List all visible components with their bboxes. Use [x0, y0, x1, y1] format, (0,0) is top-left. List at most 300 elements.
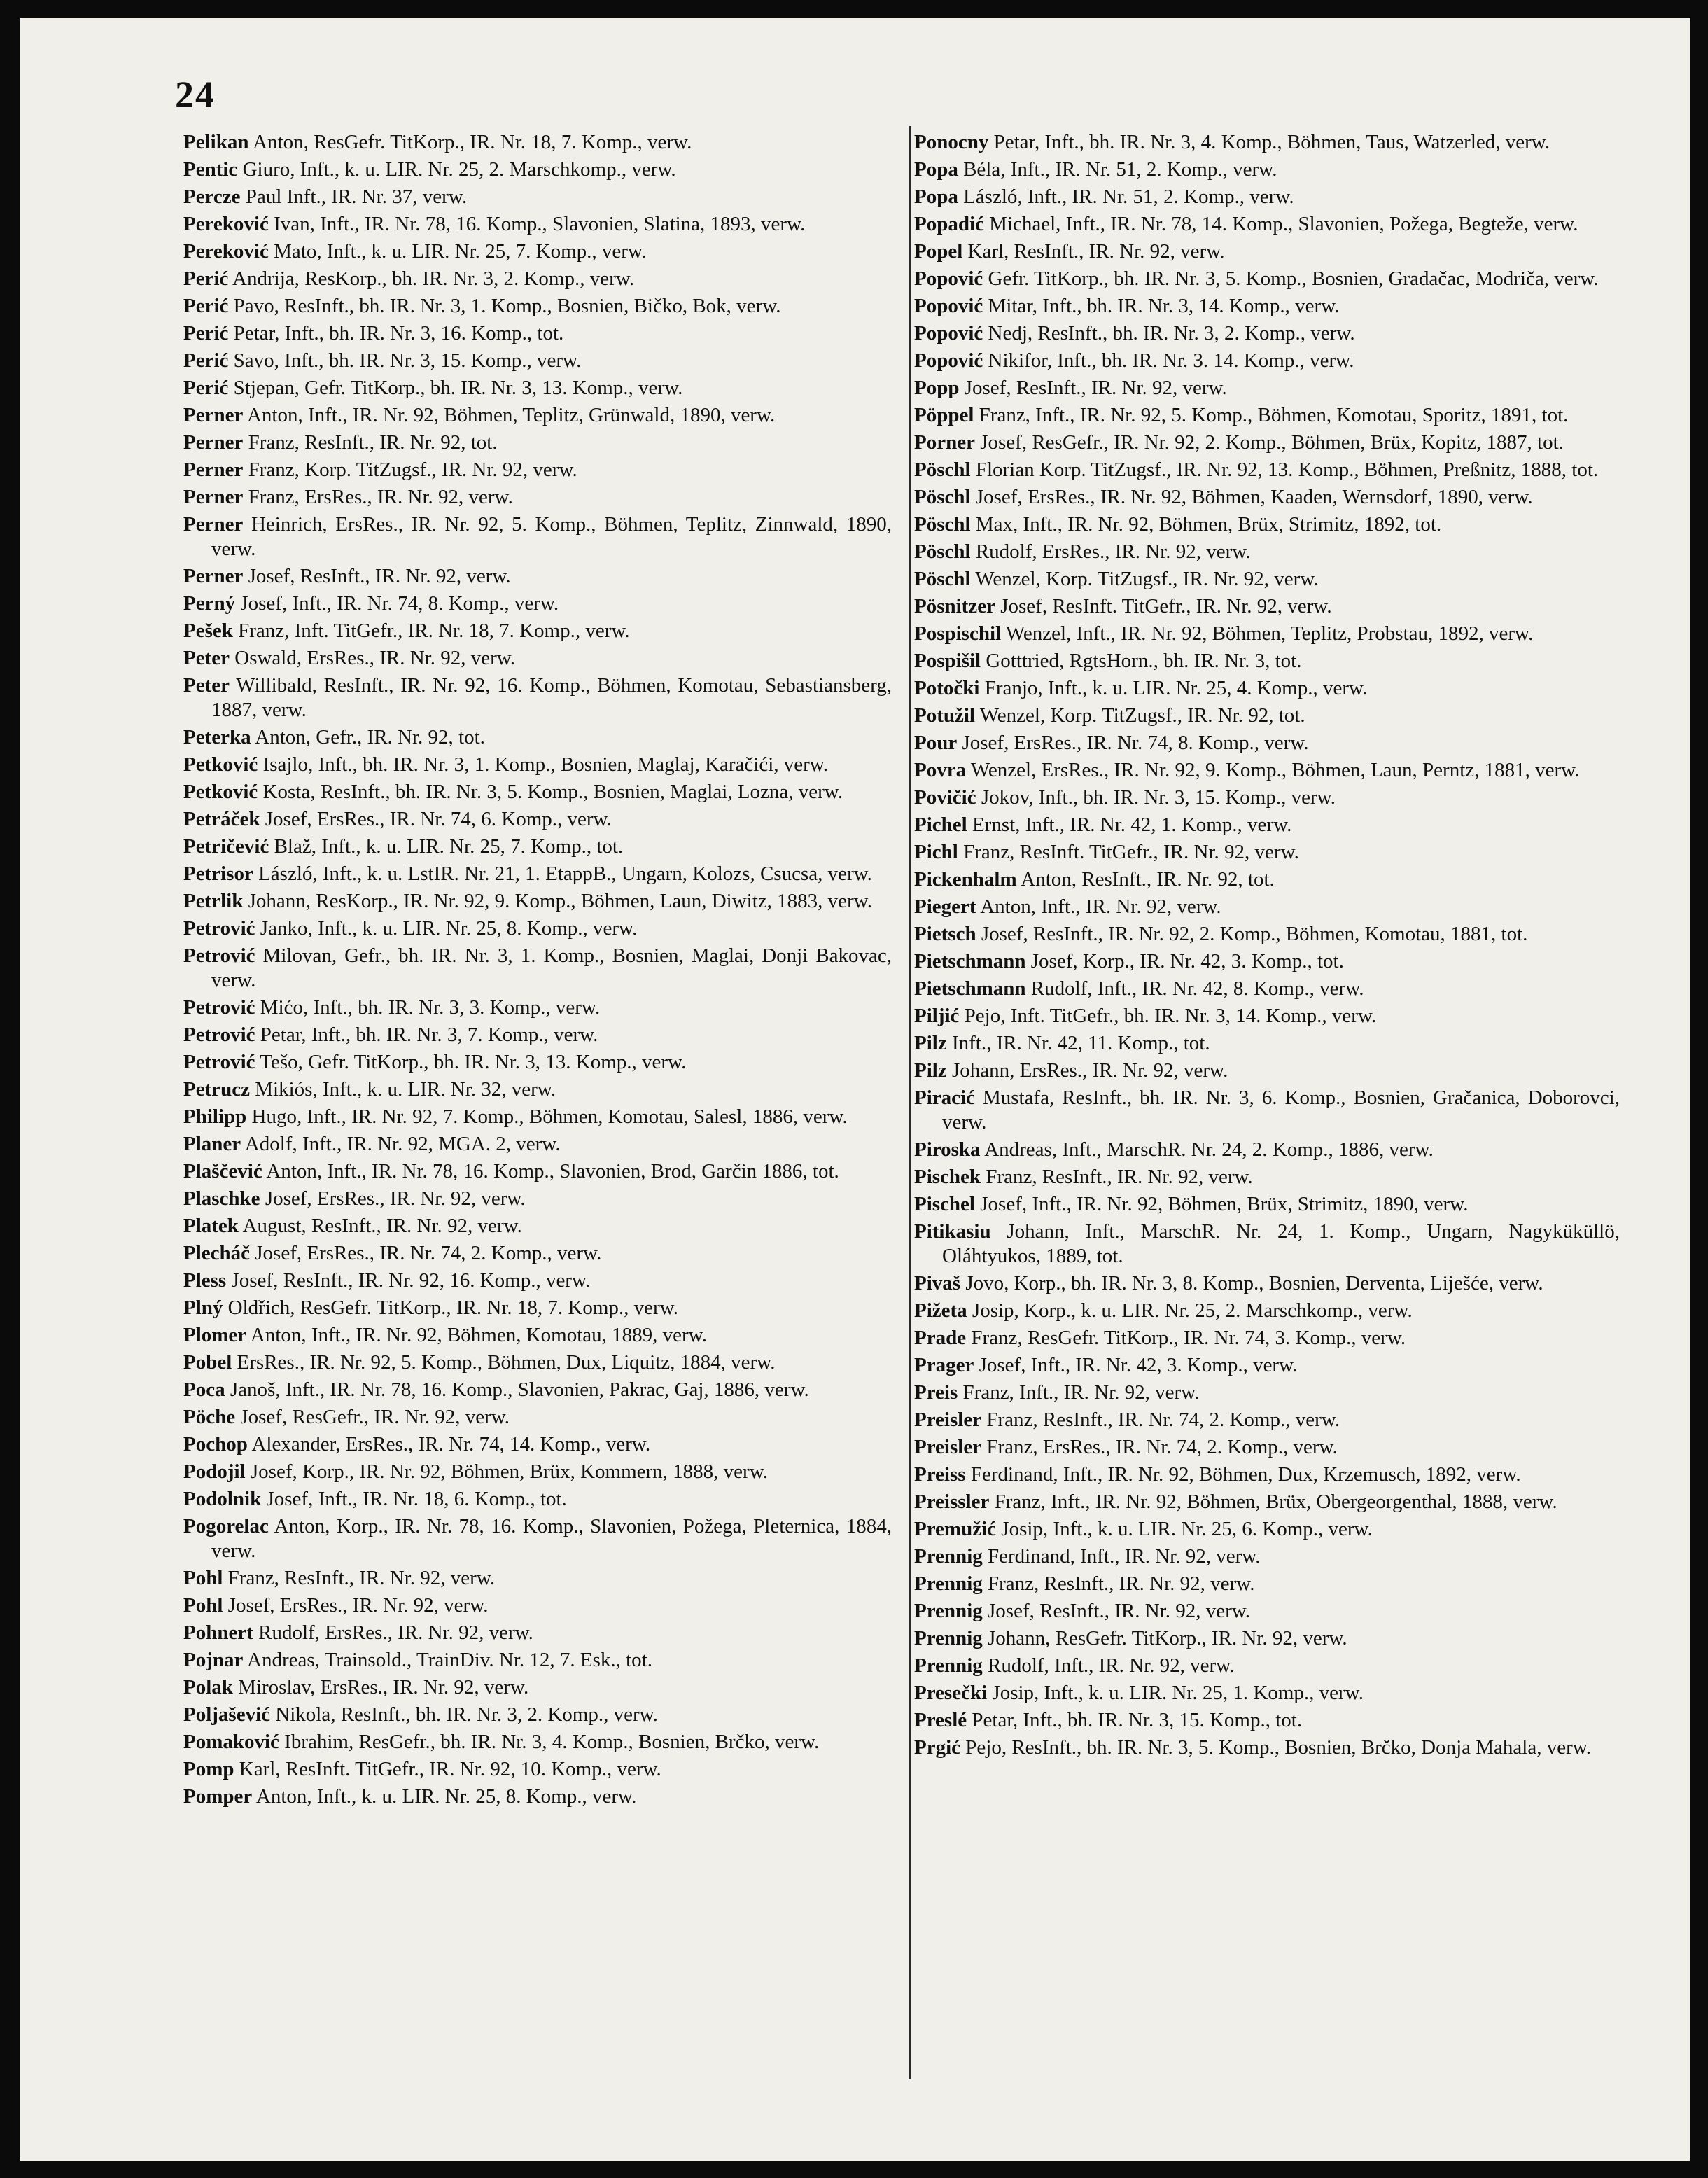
entry-surname: Plaščević: [183, 1160, 262, 1182]
entry-surname: Petrucz: [183, 1078, 250, 1101]
entry-surname: Pohnert: [183, 1621, 253, 1644]
entry-surname: Pohl: [183, 1567, 223, 1589]
entry-surname: Pischel: [914, 1193, 975, 1215]
list-entry: [183, 1050, 892, 1075]
entry-details: Mitar, Inft., bh. IR. Nr. 3, 14. Komp., verw.: [983, 295, 1340, 317]
entry-details: Josef, ResInft., IR. Nr. 92, verw.: [243, 565, 511, 587]
list-entry: [914, 731, 1620, 755]
entry-surname: Plomer: [183, 1324, 247, 1346]
list-entry: [183, 212, 892, 237]
list-entry: [183, 185, 892, 209]
list-entry: [914, 540, 1620, 564]
entry-surname: Pojnar: [183, 1649, 244, 1671]
list-entry: [183, 1105, 892, 1129]
list-entry: [914, 1681, 1620, 1705]
entry-details: Josip, Korp., k. u. LIR. Nr. 25, 2. Marschkomp., verw.: [967, 1299, 1413, 1322]
entry-surname: Preslé: [914, 1709, 967, 1731]
entry-surname: Pöschl: [914, 540, 971, 563]
right-column: [914, 130, 1620, 1763]
list-entry: [183, 1621, 892, 1645]
list-entry: [914, 130, 1620, 155]
entry-details: Miroslav, ErsRes., IR. Nr. 92, verw.: [232, 1676, 529, 1698]
list-entry: [914, 1490, 1620, 1514]
entry-details: Mikiós, Inft., k. u. LIR. Nr. 32, verw.: [250, 1078, 556, 1101]
list-entry: [183, 1730, 892, 1754]
list-entry: [914, 485, 1620, 510]
entry-details: Franz, ResInft., IR. Nr. 74, 2. Komp., verw.: [981, 1409, 1340, 1431]
entry-surname: Pietsch: [914, 923, 976, 945]
entry-details: Wenzel, Korp. TitZugsf., IR. Nr. 92, tot.: [975, 704, 1306, 727]
entry-details: Andreas, Inft., MarschR. Nr. 24, 2. Komp., 1886, verw.: [980, 1138, 1434, 1161]
list-entry: [914, 1626, 1620, 1651]
entry-surname: Petrlik: [183, 890, 244, 912]
entry-surname: Pereković: [183, 213, 269, 235]
entry-details: Anton, Korp., IR. Nr. 78, 16. Komp., Slavonien, Požega, Pleternica, 1884, verw.: [211, 1515, 892, 1562]
entry-surname: Pelikan: [183, 131, 249, 153]
entry-details: Petar, Inft., bh. IR. Nr. 3, 7. Komp., verw.: [255, 1024, 598, 1046]
entry-surname: Pobel: [183, 1351, 232, 1374]
entry-surname: Podolnik: [183, 1488, 262, 1510]
entry-details: Karl, ResInft. TitGefr., IR. Nr. 92, 10. Komp., verw.: [234, 1758, 662, 1780]
entry-details: Giuro, Inft., k. u. LIR. Nr. 25, 2. Marschkomp., verw.: [237, 158, 676, 181]
list-entry: [183, 807, 892, 832]
list-entry: [914, 267, 1620, 291]
entry-details: Franz, Inft., IR. Nr. 92, verw.: [958, 1381, 1200, 1404]
entry-surname: Planer: [183, 1133, 241, 1155]
entry-surname: Prennig: [914, 1545, 983, 1568]
entry-surname: Petrović: [183, 996, 255, 1019]
entry-details: Paul Inft., IR. Nr. 37, verw.: [240, 186, 468, 208]
entry-details: Béla, Inft., IR. Nr. 51, 2. Komp., verw.: [958, 158, 1278, 181]
list-entry: [183, 835, 892, 859]
list-entry: [183, 673, 892, 722]
entry-details: Oswald, ErsRes., IR. Nr. 92, verw.: [230, 647, 516, 669]
list-entry: [914, 458, 1620, 482]
entry-surname: Peter: [183, 674, 230, 697]
entry-surname: Piroska: [914, 1138, 981, 1161]
entry-surname: Pospischil: [914, 622, 1002, 645]
list-entry: [914, 1004, 1620, 1028]
entry-surname: Polak: [183, 1676, 233, 1698]
entry-surname: Perner: [183, 431, 244, 454]
list-entry: [183, 376, 892, 400]
entry-surname: Piegert: [914, 895, 976, 918]
entry-surname: Pohl: [183, 1594, 223, 1617]
entry-surname: Popović: [914, 322, 983, 344]
list-entry: [914, 1599, 1620, 1624]
list-entry: [914, 1031, 1620, 1056]
list-entry: [183, 646, 892, 671]
entry-surname: Petrović: [183, 1024, 255, 1046]
entry-details: Franz, ResInft., IR. Nr. 92, verw.: [981, 1166, 1253, 1188]
list-entry: [914, 212, 1620, 237]
entry-details: Oldřich, ResGefr. TitKorp., IR. Nr. 18, 7. Komp., verw.: [223, 1297, 678, 1319]
entry-details: Gotttried, RgtsHorn., bh. IR. Nr. 3, tot.: [981, 650, 1302, 672]
list-entry: [183, 1350, 892, 1375]
list-entry: [914, 1086, 1620, 1135]
entry-surname: Pöschl: [914, 568, 971, 590]
entry-surname: Popa: [914, 186, 958, 208]
entry-surname: Poca: [183, 1378, 225, 1401]
list-entry: [914, 403, 1620, 428]
entry-details: Ibrahim, ResGefr., bh. IR. Nr. 3, 4. Komp., Bosnien, Brčko, verw.: [279, 1731, 820, 1753]
entry-details: Nikola, ResInft., bh. IR. Nr. 3, 2. Komp., verw.: [270, 1703, 658, 1726]
entry-surname: Popović: [914, 295, 983, 317]
entry-surname: Pilz: [914, 1059, 947, 1082]
entry-surname: Perner: [183, 404, 244, 426]
entry-surname: Pietschmann: [914, 950, 1026, 972]
list-entry: [914, 239, 1620, 264]
list-entry: [914, 922, 1620, 947]
entry-surname: Popović: [914, 267, 983, 290]
list-entry: [183, 1323, 892, 1348]
entry-surname: Perner: [183, 486, 244, 508]
entry-details: Savo, Inft., bh. IR. Nr. 3, 15. Komp., verw.: [228, 349, 582, 372]
list-entry: [183, 889, 892, 914]
entry-details: Josef, ErsRes., IR. Nr. 74, 2. Komp., verw.: [250, 1242, 602, 1264]
entry-details: Nedj, ResInft., bh. IR. Nr. 3, 2. Komp., verw.: [983, 322, 1355, 344]
list-entry: [914, 594, 1620, 619]
entry-details: Pejo, Inft. TitGefr., bh. IR. Nr. 3, 14. Komp., verw.: [959, 1005, 1377, 1027]
list-entry: [914, 1165, 1620, 1189]
entry-surname: Preis: [914, 1381, 958, 1404]
entry-surname: Perić: [183, 349, 229, 372]
entry-details: Josef, Inft., IR. Nr. 42, 3. Komp., verw.: [974, 1354, 1298, 1376]
entry-surname: Popel: [914, 240, 963, 263]
entry-surname: Petráček: [183, 808, 260, 830]
entry-details: Johann, ResGefr. TitKorp., IR. Nr. 92, verw.: [982, 1627, 1348, 1649]
list-entry: [914, 867, 1620, 892]
list-entry: [914, 185, 1620, 209]
entry-details: Hugo, Inft., IR. Nr. 92, 7. Komp., Böhmen, Komotau, Salesl, 1886, verw.: [246, 1105, 848, 1128]
list-entry: [183, 1405, 892, 1430]
entry-surname: Petrisor: [183, 863, 253, 885]
entry-details: Josef, ErsRes., IR. Nr. 92, verw.: [223, 1594, 489, 1617]
list-entry: [183, 349, 892, 373]
entry-surname: Pöche: [183, 1406, 236, 1428]
list-entry: [914, 622, 1620, 646]
entry-details: Rudolf, Inft., IR. Nr. 42, 8. Komp., verw.: [1026, 977, 1364, 1000]
list-entry: [183, 458, 892, 482]
entry-details: Josip, Inft., k. u. LIR. Nr. 25, 1. Komp., verw.: [987, 1682, 1364, 1704]
entry-surname: Popović: [914, 349, 983, 372]
entry-surname: Pivaš: [914, 1272, 961, 1294]
entry-surname: Povra: [914, 759, 967, 781]
entry-details: Janko, Inft., k. u. LIR. Nr. 25, 8. Komp., verw.: [255, 917, 638, 940]
list-entry: [183, 1296, 892, 1320]
entry-details: Wenzel, Korp. TitZugsf., IR. Nr. 92, verw.: [970, 568, 1319, 590]
scan-border-left: [0, 0, 20, 2178]
entry-surname: Perić: [183, 267, 229, 290]
entry-details: Franz, ResGefr. TitKorp., IR. Nr. 74, 3. Komp., verw.: [966, 1327, 1406, 1349]
entry-details: Josef, ResInft., IR. Nr. 92, 2. Komp., Böhmen, Komotau, 1881, tot.: [976, 923, 1528, 945]
list-entry: [914, 1220, 1620, 1269]
list-entry: [183, 916, 892, 941]
entry-surname: Poljašević: [183, 1703, 271, 1726]
entry-details: Wenzel, ErsRes., IR. Nr. 92, 9. Komp., Böhmen, Laun, Perntz, 1881, verw.: [966, 759, 1580, 781]
list-entry: [183, 321, 892, 346]
entry-surname: Povičić: [914, 786, 976, 809]
entry-surname: Pietschmann: [914, 977, 1026, 1000]
entry-surname: Perić: [183, 295, 229, 317]
list-entry: [183, 130, 892, 155]
entry-surname: Piracić: [914, 1087, 975, 1109]
list-entry: [914, 1435, 1620, 1460]
list-entry: [183, 862, 892, 886]
list-entry: [914, 1138, 1620, 1162]
entry-details: László, Inft., k. u. LstIR. Nr. 21, 1. EtappB., Ungarn, Kolozs, Csucsa, verw.: [253, 863, 872, 885]
list-entry: [914, 895, 1620, 919]
list-entry: [914, 321, 1620, 346]
list-entry: [183, 1214, 892, 1238]
entry-surname: Prade: [914, 1327, 967, 1349]
left-column: [183, 130, 892, 1812]
entry-surname: Prennig: [914, 1627, 983, 1649]
entry-details: Janoš, Inft., IR. Nr. 78, 16. Komp., Slavonien, Pakrac, Gaj, 1886, verw.: [225, 1378, 809, 1401]
entry-surname: Popa: [914, 158, 958, 181]
entry-details: Andreas, Trainsold., TrainDiv. Nr. 12, 7. Esk., tot.: [243, 1649, 652, 1671]
entry-details: Kosta, ResInft., bh. IR. Nr. 3, 5. Komp., Bosnien, Maglai, Lozna, verw.: [258, 781, 844, 803]
list-entry: [914, 294, 1620, 319]
entry-details: Petar, Inft., bh. IR. Nr. 3, 15. Komp., tot.: [967, 1709, 1303, 1731]
entry-surname: Petrović: [183, 917, 255, 940]
entry-details: Anton, ResGefr. TitKorp., IR. Nr. 18, 7. Komp., verw.: [248, 131, 692, 153]
entry-surname: Pöschl: [914, 486, 971, 508]
list-entry: [183, 1703, 892, 1727]
entry-surname: Pöschl: [914, 513, 971, 536]
entry-details: Mustafa, ResInft., bh. IR. Nr. 3, 6. Komp., Bosnien, Gračanica, Doborovci, verw.: [942, 1087, 1620, 1133]
entry-surname: Pless: [183, 1269, 227, 1292]
entry-surname: Pešek: [183, 620, 233, 642]
entry-details: Franz, ErsRes., IR. Nr. 92, verw.: [243, 486, 513, 508]
list-entry: [914, 567, 1620, 592]
entry-surname: Popp: [914, 377, 960, 399]
entry-surname: Pomaković: [183, 1731, 279, 1753]
list-entry: [183, 1487, 892, 1512]
entry-details: Josef, Korp., IR. Nr. 92, Böhmen, Brüx, Kommern, 1888, verw.: [245, 1460, 769, 1483]
list-entry: [914, 758, 1620, 783]
entry-details: Franz, ResInft., IR. Nr. 92, verw.: [982, 1572, 1255, 1595]
entry-details: Josef, ErsRes., IR. Nr. 74, 6. Komp., verw.: [260, 808, 612, 830]
entry-surname: Preisler: [914, 1409, 982, 1431]
entry-details: László, Inft., IR. Nr. 51, 2. Komp., verw.: [958, 186, 1294, 208]
entry-details: Johann, ResKorp., IR. Nr. 92, 9. Komp., Böhmen, Laun, Diwitz, 1883, verw.: [243, 890, 872, 912]
entry-details: Franz, ResInft., IR. Nr. 92, verw.: [223, 1567, 496, 1589]
list-entry: [914, 1408, 1620, 1432]
list-entry: [183, 1159, 892, 1184]
entry-surname: Ponocny: [914, 131, 989, 153]
list-entry: [914, 1463, 1620, 1487]
list-entry: [183, 294, 892, 319]
list-entry: [183, 944, 892, 993]
entry-surname: Plaschke: [183, 1187, 260, 1210]
entry-surname: Pomp: [183, 1758, 234, 1780]
list-entry: [914, 1572, 1620, 1596]
list-entry: [914, 1654, 1620, 1678]
list-entry: [914, 786, 1620, 810]
entry-details: Anton, Inft., k. u. LIR. Nr. 25, 8. Komp., verw.: [252, 1785, 637, 1808]
entry-surname: Pentic: [183, 158, 238, 181]
entry-details: Johann, Inft., MarschR. Nr. 24, 1. Komp., Ungarn, Nagyküküllö, Oláhtyukos, 1889, tot.: [942, 1220, 1620, 1267]
entry-details: Willibald, ResInft., IR. Nr. 92, 16. Komp., Böhmen, Komotau, Sebastiansberg, 1887, verw.: [211, 674, 892, 721]
entry-surname: Prennig: [914, 1600, 983, 1622]
list-entry: [183, 1593, 892, 1618]
entry-details: Rudolf, ErsRes., IR. Nr. 92, verw.: [970, 540, 1251, 563]
entry-surname: Pižeta: [914, 1299, 967, 1322]
entry-details: Franz, ErsRes., IR. Nr. 74, 2. Komp., verw.: [981, 1436, 1338, 1458]
entry-details: Rudolf, ErsRes., IR. Nr. 92, verw.: [253, 1621, 533, 1644]
entry-surname: Perner: [183, 513, 244, 536]
entry-details: Ferdinand, Inft., IR. Nr. 92, verw.: [982, 1545, 1261, 1568]
entry-surname: Percze: [183, 186, 241, 208]
entry-details: Andrija, ResKorp., bh. IR. Nr. 3, 2. Komp., verw.: [228, 267, 635, 290]
entry-surname: Perić: [183, 322, 229, 344]
entry-surname: Premužić: [914, 1518, 997, 1540]
list-entry: [183, 512, 892, 561]
list-entry: [183, 1785, 892, 1809]
list-entry: [183, 1675, 892, 1700]
entry-details: Karl, ResInft., IR. Nr. 92, verw.: [962, 240, 1225, 263]
list-entry: [183, 564, 892, 589]
entry-details: August, ResInft., IR. Nr. 92, verw.: [238, 1215, 522, 1237]
entry-details: Florian Korp. TitZugsf., IR. Nr. 92, 13. Komp., Böhmen, Preßnitz, 1888, tot.: [970, 459, 1599, 481]
entry-surname: Pöschl: [914, 459, 971, 481]
list-entry: [183, 1077, 892, 1102]
entry-surname: Petković: [183, 753, 258, 776]
entry-surname: Pöppel: [914, 404, 974, 426]
entry-surname: Pomper: [183, 1785, 253, 1808]
entry-surname: Petričević: [183, 835, 270, 858]
entry-surname: Pour: [914, 732, 958, 754]
column-divider: [909, 126, 911, 2079]
entry-surname: Petrović: [183, 1051, 255, 1073]
entry-surname: Pilz: [914, 1032, 947, 1054]
list-entry: [914, 1353, 1620, 1378]
list-entry: [183, 1023, 892, 1047]
entry-details: Ferdinand, Inft., IR. Nr. 92, Böhmen, Dux, Krzemusch, 1892, verw.: [965, 1463, 1521, 1486]
entry-surname: Pogorelac: [183, 1515, 269, 1537]
entry-details: Rudolf, Inft., IR. Nr. 92, verw.: [982, 1654, 1235, 1677]
list-entry: [914, 1544, 1620, 1569]
list-entry: [914, 1736, 1620, 1760]
entry-surname: Plecháč: [183, 1242, 251, 1264]
entry-surname: Pospišil: [914, 650, 981, 672]
entry-details: Johann, ErsRes., IR. Nr. 92, verw.: [946, 1059, 1228, 1082]
list-entry: [914, 1326, 1620, 1350]
entry-surname: Prennig: [914, 1654, 983, 1677]
entry-surname: Petković: [183, 781, 258, 803]
entry-surname: Prager: [914, 1354, 974, 1376]
list-entry: [914, 1059, 1620, 1083]
list-entry: [914, 1192, 1620, 1217]
list-entry: [183, 403, 892, 428]
list-entry: [914, 1708, 1620, 1733]
entry-details: Stjepan, Gefr. TitKorp., bh. IR. Nr. 3, 13. Komp., verw.: [228, 377, 683, 399]
entry-details: Jokov, Inft., bh. IR. Nr. 3, 15. Komp., verw.: [976, 786, 1336, 809]
entry-surname: Preiss: [914, 1463, 966, 1486]
entry-details: Mato, Inft., k. u. LIR. Nr. 25, 7. Komp., verw.: [268, 240, 647, 263]
list-entry: [914, 813, 1620, 837]
list-entry: [183, 431, 892, 455]
list-entry: [183, 1514, 892, 1563]
entry-details: Heinrich, ErsRes., IR. Nr. 92, 5. Komp., Böhmen, Teplitz, Zinnwald, 1890, verw.: [211, 513, 892, 560]
scan-border-bottom: [0, 2161, 1708, 2178]
entry-surname: Peter: [183, 647, 230, 669]
entry-details: Anton, Gefr., IR. Nr. 92, tot.: [251, 726, 485, 748]
entry-details: Inft., IR. Nr. 42, 11. Komp., tot.: [946, 1032, 1210, 1054]
entry-details: Josef, ResGefr., IR. Nr. 92, 2. Komp., Böhmen, Brüx, Kopitz, 1887, tot.: [974, 431, 1564, 454]
entry-surname: Potužil: [914, 704, 975, 727]
list-entry: [914, 512, 1620, 537]
list-entry: [183, 1269, 892, 1293]
entry-surname: Peterka: [183, 726, 251, 748]
list-entry: [183, 619, 892, 643]
entry-details: Gefr. TitKorp., bh. IR. Nr. 3, 5. Komp., Bosnien, Gradačac, Modriča, verw.: [983, 267, 1599, 290]
list-entry: [914, 1299, 1620, 1323]
entry-surname: Perner: [183, 565, 244, 587]
entry-details: Ernst, Inft., IR. Nr. 42, 1. Komp., verw.: [967, 814, 1292, 836]
entry-details: Petar, Inft., bh. IR. Nr. 3, 16. Komp., tot.: [228, 322, 564, 344]
list-entry: [183, 996, 892, 1020]
entry-surname: Podojil: [183, 1460, 246, 1483]
entry-details: Anton, Inft., IR. Nr. 92, Böhmen, Teplitz, Grünwald, 1890, verw.: [243, 404, 776, 426]
entry-details: Wenzel, Inft., IR. Nr. 92, Böhmen, Teplitz, Probstau, 1892, verw.: [1001, 622, 1534, 645]
list-entry: [914, 431, 1620, 455]
list-entry: [914, 676, 1620, 701]
entry-details: Josef, Inft., IR. Nr. 92, Böhmen, Brüx, Strimitz, 1890, verw.: [975, 1193, 1469, 1215]
entry-surname: Petrović: [183, 944, 255, 967]
list-entry: [183, 780, 892, 804]
entry-details: Franz, Inft., IR. Nr. 92, Böhmen, Brüx, Obergeorgenthal, 1888, verw.: [989, 1491, 1558, 1513]
entry-details: Anton, ResInft., IR. Nr. 92, tot.: [1016, 868, 1275, 891]
entry-details: Josip, Inft., k. u. LIR. Nr. 25, 6. Komp., verw.: [996, 1518, 1373, 1540]
entry-surname: Pichel: [914, 814, 967, 836]
entry-details: Anton, Inft., IR. Nr. 78, 16. Komp., Slavonien, Brod, Garčin 1886, tot.: [262, 1160, 839, 1182]
entry-surname: Preissler: [914, 1491, 990, 1513]
entry-details: Jovo, Korp., bh. IR. Nr. 3, 8. Komp., Bosnien, Derventa, Liješće, verw.: [960, 1272, 1544, 1294]
list-entry: [183, 1757, 892, 1782]
scan-border-right: [1690, 0, 1708, 2178]
list-entry: [183, 1378, 892, 1402]
entry-details: Josef, ErsRes., IR. Nr. 74, 8. Komp., verw.: [957, 732, 1309, 754]
entry-surname: Prgić: [914, 1736, 961, 1759]
entry-surname: Pickenhalm: [914, 868, 1017, 891]
entry-details: Ivan, Inft., IR. Nr. 78, 16. Komp., Slavonien, Slatina, 1893, verw.: [268, 213, 806, 235]
entry-surname: Pereković: [183, 240, 269, 263]
entry-surname: Piljić: [914, 1005, 960, 1027]
entry-details: Pavo, ResInft., bh. IR. Nr. 3, 1. Komp., Bosnien, Bičko, Bok, verw.: [228, 295, 781, 317]
list-entry: [183, 725, 892, 750]
entry-surname: Potočki: [914, 677, 980, 699]
list-entry: [914, 704, 1620, 728]
entry-details: Anton, Inft., IR. Nr. 92, Böhmen, Komotau, 1889, verw.: [246, 1324, 707, 1346]
list-entry: [183, 592, 892, 616]
entry-surname: Plný: [183, 1297, 223, 1319]
entry-surname: Platek: [183, 1215, 239, 1237]
entry-surname: Popadić: [914, 213, 984, 235]
entry-surname: Porner: [914, 431, 975, 454]
list-entry: [183, 1241, 892, 1266]
entry-details: Josef, ResInft. TitGefr., IR. Nr. 92, verw.: [995, 595, 1332, 617]
list-entry: [914, 1517, 1620, 1542]
entry-details: Blaž, Inft., k. u. LIR. Nr. 25, 7. Komp., tot.: [269, 835, 624, 858]
entry-details: Franz, Korp. TitZugsf., IR. Nr. 92, verw.: [243, 459, 578, 481]
entry-details: Adolf, Inft., IR. Nr. 92, MGA. 2, verw.: [241, 1133, 561, 1155]
list-entry: [914, 840, 1620, 865]
entry-surname: Prennig: [914, 1572, 983, 1595]
entry-details: Mićo, Inft., bh. IR. Nr. 3, 3. Komp., verw.: [255, 996, 601, 1019]
entry-details: Alexander, ErsRes., IR. Nr. 74, 14. Komp., verw.: [247, 1433, 651, 1456]
